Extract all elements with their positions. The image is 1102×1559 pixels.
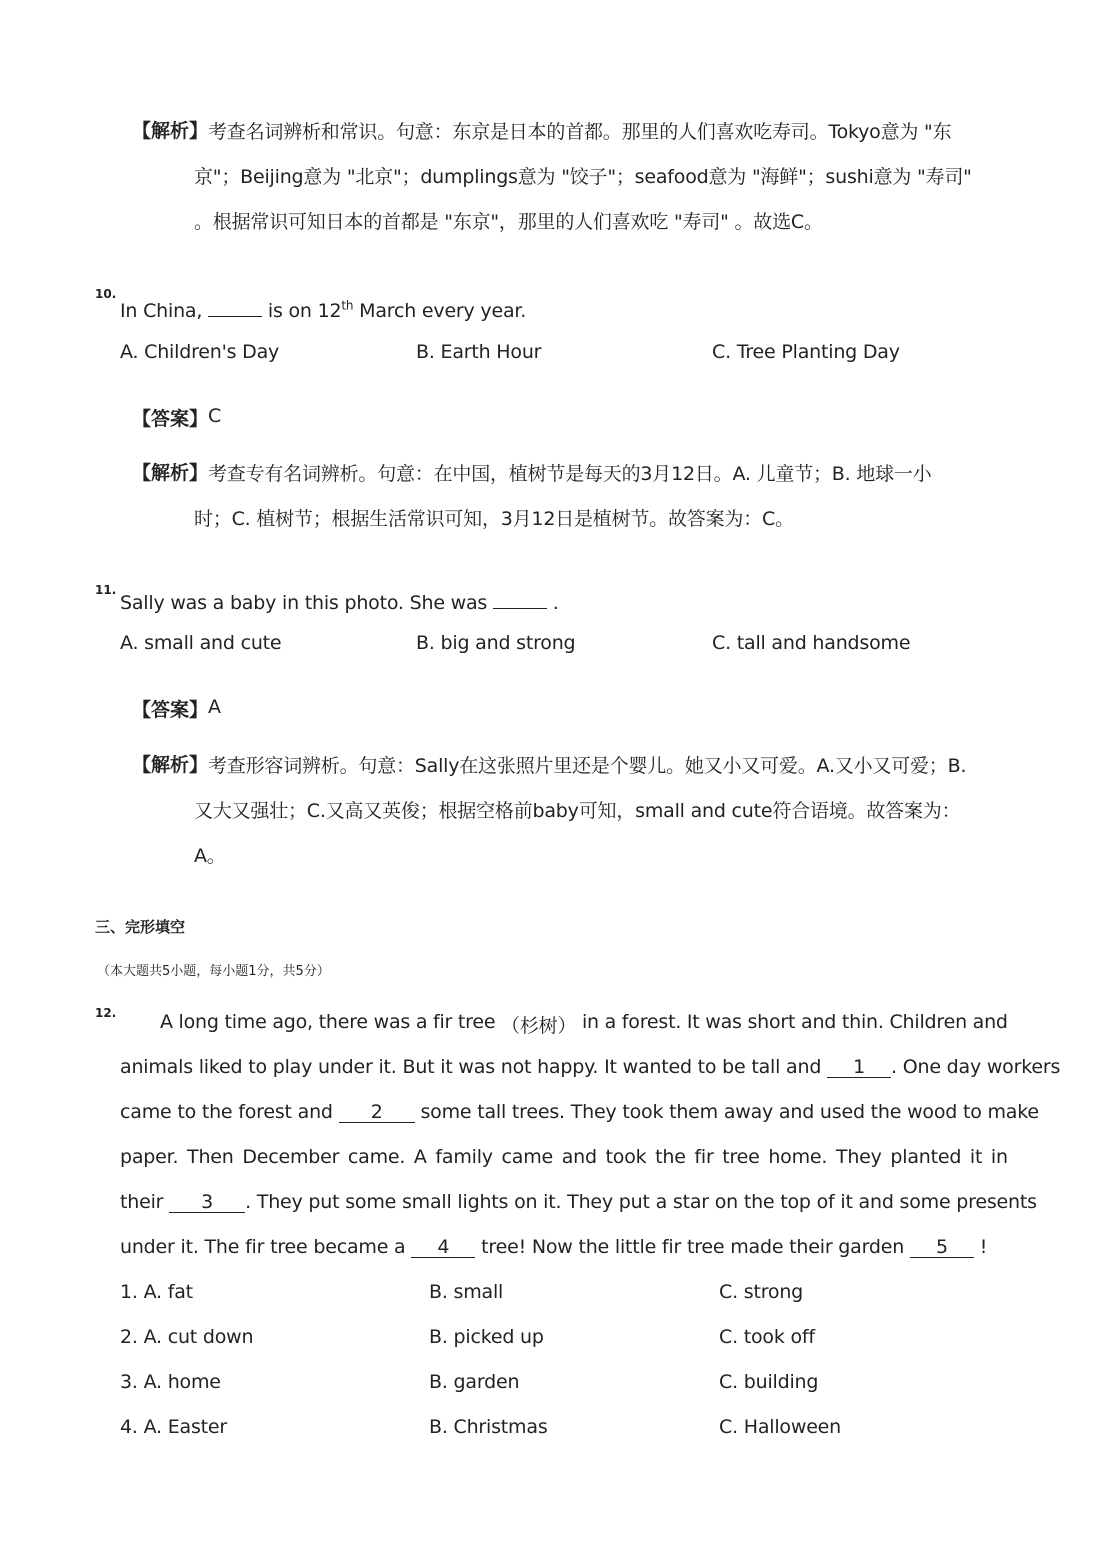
q11-option-c: C. tall and handsome	[712, 632, 911, 654]
q12-passage-line-5	[120, 1191, 1037, 1213]
q11-analysis-line-3: A。	[194, 845, 226, 867]
passage-word: home.	[768, 1146, 828, 1168]
q12-number: 12.	[95, 1006, 117, 1020]
passage-word: came.	[347, 1146, 406, 1168]
passage-word: A	[413, 1146, 427, 1168]
q12-line2-text: animals liked to play under it. But it was not happy. It wanted to be tall and	[120, 1056, 828, 1078]
q10-analysis-label: 【解析】	[132, 462, 209, 484]
passage-word: It	[686, 1011, 700, 1033]
passage-word: a	[604, 1011, 617, 1033]
q12-line5-text: their	[120, 1191, 170, 1213]
passage-word: a	[415, 1011, 428, 1033]
q11-analysis-line-1: 考查形容词辨析。句意：Sally在这张照片里还是个婴儿。她又小又可爱。A.又小又可爱；B.	[208, 755, 967, 777]
q11-number: 11.	[95, 583, 117, 597]
passage-word: Children	[889, 1011, 967, 1033]
q10-stem-sup: th	[341, 298, 354, 313]
q9-analysis-line-1: 考查名词辨析和常识。句意：东京是日本的首都。那里的人们喜欢吃寿司。Tokyo意为 "东	[208, 121, 952, 143]
q11-answer-label: 【答案】	[132, 699, 209, 721]
q12-opt-1-b: B. small	[429, 1281, 504, 1303]
q11-stem-start: Sally was a baby in this photo. She was	[120, 592, 493, 614]
passage-word: tree	[457, 1011, 496, 1033]
passage-word: （杉树）	[501, 1015, 577, 1037]
q12-passage-line-1	[120, 1011, 1008, 1038]
passage-word: and	[972, 1011, 1008, 1033]
q12-opt-1-a: 1. A. fat	[120, 1281, 193, 1303]
q10-stem-mid: is on 12	[262, 300, 342, 322]
q12-opt-2-a: 2. A. cut down	[120, 1326, 254, 1348]
q9-analysis-label: 【解析】	[132, 120, 209, 142]
passage-word: thin.	[841, 1011, 884, 1033]
q10-analysis-line-2: 时；C. 植树节；根据生活常识可知，3月12日是植树节。故答案为：C。	[194, 508, 794, 530]
q12-opt-1-c: C. strong	[719, 1281, 804, 1303]
passage-word: it	[969, 1146, 983, 1168]
passage-word: ago,	[272, 1011, 313, 1033]
passage-word: came	[501, 1146, 554, 1168]
passage-word: tree	[722, 1146, 760, 1168]
q12-opt-4-b: B. Christmas	[429, 1416, 548, 1438]
passage-word: fir	[432, 1011, 453, 1033]
q10-blank	[208, 296, 262, 317]
q12-line5-end: . They put some small lights on it. They put a star on the top of it and some presents	[245, 1191, 1037, 1213]
q10-option-c: C. Tree Planting Day	[712, 341, 900, 363]
q12-opt-3-a: 3. A. home	[120, 1371, 221, 1393]
q12-blank-2: 2	[339, 1102, 415, 1123]
q12-line6-mid: tree! Now the little fir tree made their garden	[475, 1236, 910, 1258]
passage-word: time	[224, 1011, 267, 1033]
q12-opt-3-c: C. building	[719, 1371, 819, 1393]
passage-word: They	[835, 1146, 882, 1168]
q10-stem-end: March every year.	[353, 300, 527, 322]
passage-word: A	[160, 1011, 173, 1033]
q11-option-a: A. small and cute	[120, 632, 282, 654]
passage-word: family	[435, 1146, 493, 1168]
q10-answer-label: 【答案】	[132, 408, 209, 430]
passage-word: the	[655, 1146, 686, 1168]
section-title: 三、完形填空	[95, 918, 186, 936]
q11-stem	[120, 588, 559, 614]
q12-line6-end: !	[973, 1236, 988, 1258]
q12-blank-4: 4	[411, 1237, 475, 1258]
q12-opt-2-b: B. picked up	[429, 1326, 544, 1348]
passage-word: and	[561, 1146, 597, 1168]
q12-blank-1: 1	[827, 1057, 891, 1078]
q10-stem	[120, 296, 526, 322]
passage-word: paper.	[120, 1146, 179, 1168]
q12-passage-line-6	[120, 1236, 987, 1258]
q12-blank-5: 5	[910, 1237, 974, 1258]
passage-word: took	[605, 1146, 647, 1168]
q12-opt-2-c: C. took off	[719, 1326, 815, 1348]
passage-word: planted	[890, 1146, 962, 1168]
section-note: （本大题共5小题，每小题1分，共5分）	[97, 964, 330, 979]
q12-passage-line-4	[120, 1146, 1008, 1168]
q10-stem-start: In China,	[120, 300, 209, 322]
q12-passage-line-2	[120, 1056, 1060, 1078]
q12-blank-3: 3	[169, 1192, 245, 1213]
q12-opt-3-b: B. garden	[429, 1371, 520, 1393]
passage-word: forest.	[621, 1011, 682, 1033]
q10-option-b: B. Earth Hour	[416, 341, 542, 363]
q11-blank	[493, 588, 547, 609]
passage-word: in	[990, 1146, 1008, 1168]
q11-answer: A	[208, 696, 221, 718]
q11-option-b: B. big and strong	[416, 632, 576, 654]
passage-word: December	[242, 1146, 340, 1168]
q10-answer: C	[208, 405, 222, 427]
q11-analysis-label: 【解析】	[132, 754, 209, 776]
passage-word: long	[178, 1011, 219, 1033]
q12-line3-end: some tall trees. They took them away and used the wood to make	[414, 1101, 1039, 1123]
passage-word: in	[581, 1011, 599, 1033]
q11-stem-end: .	[546, 592, 559, 614]
q10-option-a: A. Children's Day	[120, 341, 280, 363]
q12-opt-4-c: C. Halloween	[719, 1416, 842, 1438]
q9-analysis-line-3: 。根据常识可知日本的首都是 "东京"，那里的人们喜欢吃 "寿司" 。故选C。	[194, 211, 823, 233]
q11-analysis-line-2: 又大又强壮；C.又高又英俊；根据空格前baby可知，small and cute符合语境。故答案为：	[194, 800, 961, 822]
q12-passage-line-3	[120, 1101, 1039, 1123]
q10-analysis-line-1: 考查专有名词辨析。句意：在中国，植树节是每天的3月12日。A. 儿童节；B. 地球一小	[208, 463, 932, 485]
passage-word: and	[801, 1011, 837, 1033]
q9-analysis-line-2: 京"；Beijing意为 "北京"；dumplings意为 "饺子"；seafood意为 "海鲜"；sushi意为 "寿司"	[194, 166, 972, 188]
q12-line6-text: under it. The fir tree became a	[120, 1236, 412, 1258]
passage-word: fir	[694, 1146, 714, 1168]
passage-word: was	[705, 1011, 742, 1033]
q12-line2-end: . One day workers	[891, 1056, 1061, 1078]
q12-opt-4-a: 4. A. Easter	[120, 1416, 228, 1438]
q10-number: 10.	[95, 287, 117, 301]
passage-word: short	[747, 1011, 796, 1033]
q12-line3-text: came to the forest and	[120, 1101, 339, 1123]
passage-word: was	[373, 1011, 411, 1033]
passage-word: there	[318, 1011, 368, 1033]
passage-word: Then	[187, 1146, 234, 1168]
